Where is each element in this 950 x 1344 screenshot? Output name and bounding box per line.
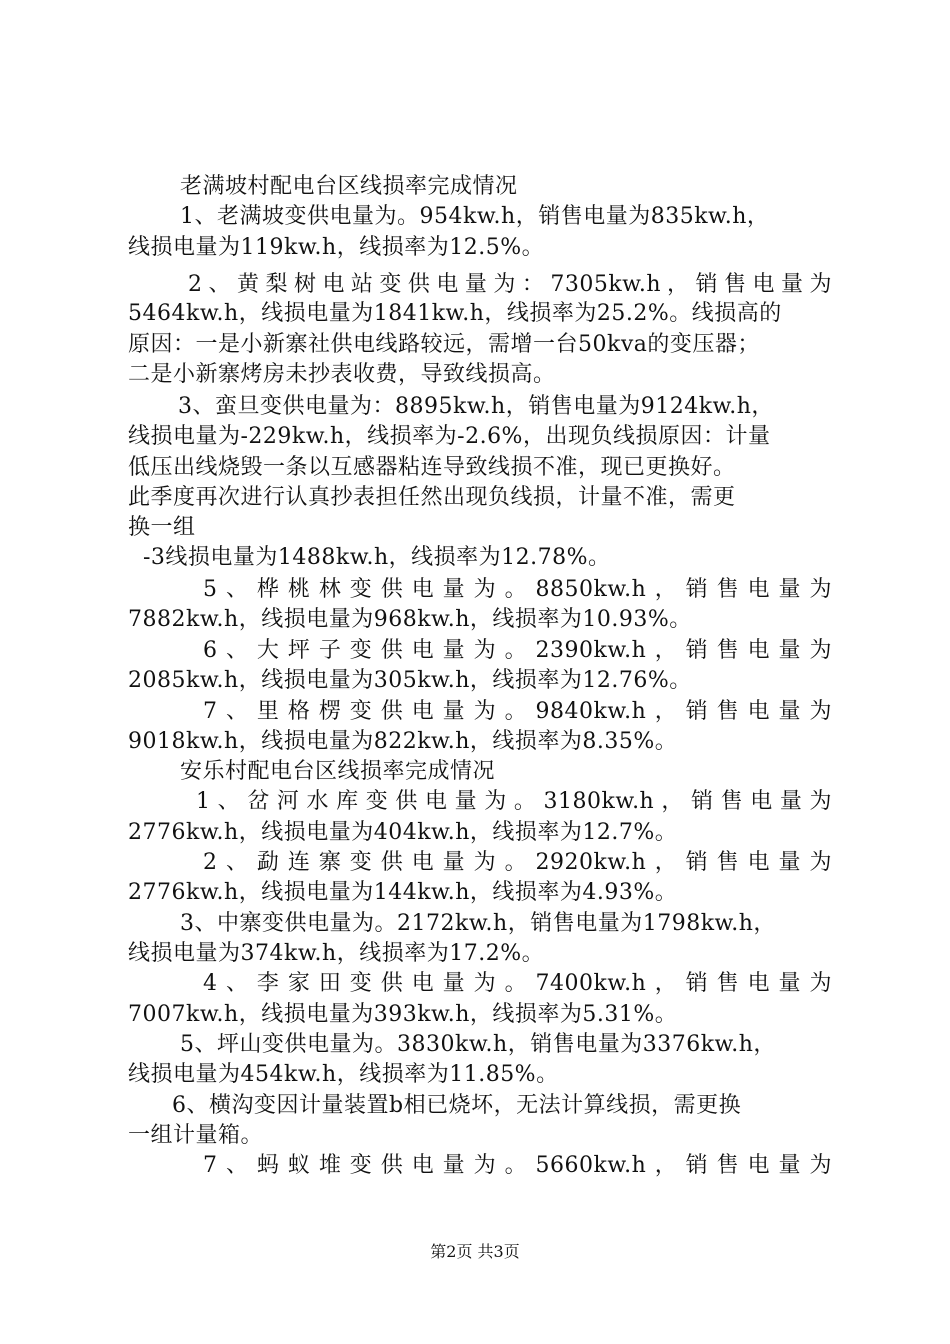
section-heading-laomanpo: 老满坡村配电台区线损率完成情况 bbox=[180, 174, 518, 199]
paragraph-line: 线损电量为-229kw.h，线损率为-2.6%，出现负线损原因：计量 bbox=[128, 424, 771, 449]
paragraph-line: 二是小新寨烤房未抄表收费，导致线损高。 bbox=[128, 362, 556, 387]
paragraph-line: 原因：一是小新寨社供电线路较远，需增一台50kva的变压器； bbox=[128, 332, 760, 357]
paragraph-line: 2、黄梨树电站变供电量为：7305kw.h，销售电量为 bbox=[188, 272, 832, 297]
paragraph-line: 9018kw.h，线损电量为822kw.h，线损率为8.35%。 bbox=[128, 729, 678, 754]
paragraph-line: 5464kw.h，线损电量为1841kw.h，线损率为25.2%。线损高的 bbox=[128, 301, 782, 326]
paragraph-line: 2776kw.h，线损电量为404kw.h，线损率为12.7%。 bbox=[128, 820, 678, 845]
paragraph-line: 2776kw.h，线损电量为144kw.h，线损率为4.93%。 bbox=[128, 880, 678, 905]
paragraph-line: 线损电量为374kw.h，线损率为17.2%。 bbox=[128, 941, 545, 966]
paragraph-line: 换一组 bbox=[128, 515, 196, 540]
page-footer: 第2页 共3页 bbox=[430, 1242, 520, 1261]
paragraph-line: 7、里格楞变供电量为。9840kw.h，销售电量为 bbox=[203, 699, 832, 724]
paragraph-line: -3线损电量为1488kw.h，线损率为12.78%。 bbox=[143, 545, 611, 570]
paragraph-line: 6、横沟变因计量装置b相已烧坏，无法计算线损，需更换 bbox=[172, 1093, 742, 1118]
paragraph-line: 2085kw.h，线损电量为305kw.h，线损率为12.76%。 bbox=[128, 668, 692, 693]
paragraph-line: 线损电量为119kw.h，线损率为12.5%。 bbox=[128, 235, 545, 260]
paragraph-line: 6、大坪子变供电量为。2390kw.h，销售电量为 bbox=[203, 638, 832, 663]
paragraph-line: 1、岔河水库变供电量为。3180kw.h，销售电量为 bbox=[196, 789, 832, 814]
paragraph-line: 3、蛮旦变供电量为：8895kw.h，销售电量为9124kw.h， bbox=[178, 394, 774, 419]
paragraph-line: 低压出线烧毁一条以互感器粘连导致线损不准，现已更换好。 bbox=[128, 455, 736, 480]
paragraph-line: 5、桦桃林变供电量为。8850kw.h，销售电量为 bbox=[203, 577, 832, 602]
paragraph-line: 5、坪山变供电量为。3830kw.h，销售电量为3376kw.h， bbox=[180, 1032, 776, 1057]
paragraph-line: 1、老满坡变供电量为。954kw.h，销售电量为835kw.h， bbox=[180, 204, 770, 229]
paragraph-line: 此季度再次进行认真抄表担任然出现负线损，计量不准，需更 bbox=[128, 485, 736, 510]
paragraph-line: 3、中寨变供电量为。2172kw.h，销售电量为1798kw.h， bbox=[180, 911, 776, 936]
paragraph-line: 2、勐连寨变供电量为。2920kw.h，销售电量为 bbox=[203, 850, 832, 875]
paragraph-line: 线损电量为454kw.h，线损率为11.85%。 bbox=[128, 1062, 559, 1087]
paragraph-line: 7、蚂蚁堆变供电量为。5660kw.h，销售电量为 bbox=[203, 1153, 832, 1178]
paragraph-line: 7007kw.h，线损电量为393kw.h，线损率为5.31%。 bbox=[128, 1002, 678, 1027]
section-heading-anle: 安乐村配电台区线损率完成情况 bbox=[180, 759, 496, 784]
paragraph-line: 4、李家田变供电量为。7400kw.h，销售电量为 bbox=[203, 971, 832, 996]
paragraph-line: 7882kw.h，线损电量为968kw.h，线损率为10.93%。 bbox=[128, 607, 692, 632]
paragraph-line: 一组计量箱。 bbox=[128, 1123, 264, 1148]
